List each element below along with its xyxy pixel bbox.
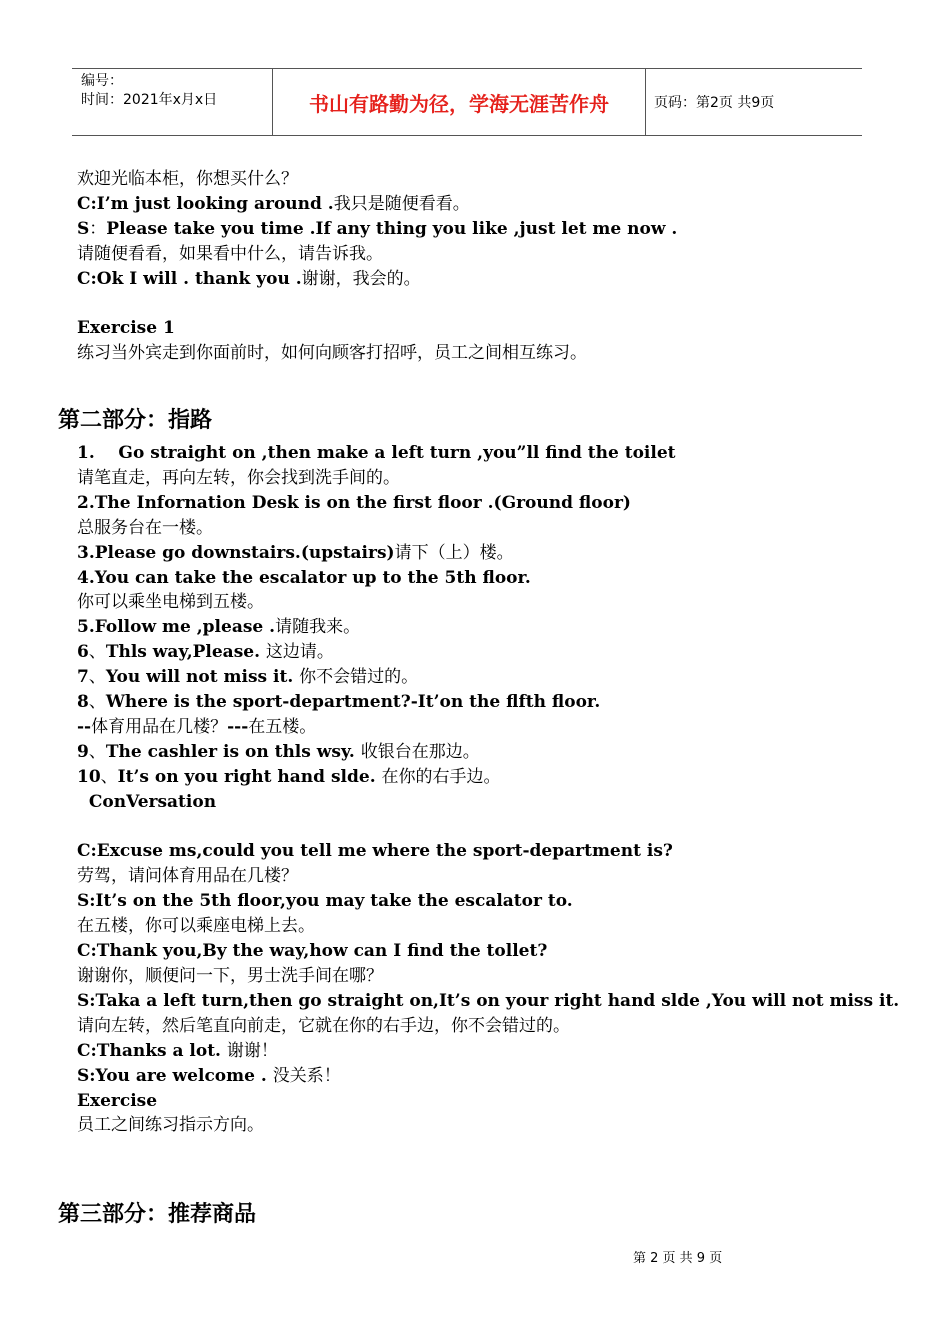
text-line: 总服务台在一楼。 [77, 517, 213, 538]
text-line: 员工之间练习指示方向。 [77, 1115, 264, 1136]
dialogue-greeting [77, 167, 877, 366]
header-motto: 书山有路勤为径，学海无涯苦作舟 [272, 69, 646, 135]
text-line: 练习当外宾走到你面前时，如何向顾客打招呼，员工之间相互练习。 [77, 343, 587, 364]
text-line: C:Ok I will . thank you .谢谢，我会的。 [77, 268, 421, 289]
text-line: 8、Where is the sport-department?-It’on the flfth floor. [77, 692, 601, 713]
text-line: 请向左转，然后笔直向前走，它就在你的右手边，你不会错过的。 [77, 1015, 570, 1036]
text-line: 你可以乘坐电梯到五楼。 [77, 592, 264, 613]
text-line: 在五楼，你可以乘座电梯上去。 [77, 916, 315, 937]
text-line: 2.The Infornation Desk is on the first floor .(Ground floor) [77, 492, 631, 513]
text-line: ConVersation [77, 791, 217, 812]
time-label: 时间：2021年x月x日 [81, 92, 218, 108]
text-line: S：Please take you time .If any thing you like ,just let me now . [77, 218, 678, 239]
text-line: 1. Go straight on ,then make a left turn ,you”ll find the toilet [77, 443, 676, 463]
text-line: 9、The cashler is on thls wsy. 收银台在那边。 [77, 741, 480, 762]
text-line: C:I’m just looking around .我只是随便看看。 [77, 193, 470, 214]
text-line: 10、It’s on you right hand slde. 在你的右手边。 [77, 766, 501, 787]
text-line [77, 292, 877, 317]
text-line: 请笔直走，再向左转，你会找到洗手间的。 [77, 467, 400, 488]
directions-block [77, 441, 900, 1138]
text-line: --体育用品在几楼？---在五楼。 [77, 716, 317, 737]
text-line: Exercise [77, 1090, 158, 1111]
text-line: S:Taka a left turn,then go straight on,It’s on your right hand slde ,You will not miss it. [77, 990, 900, 1011]
page-header [72, 68, 862, 136]
text-line: C:Thank you,By the way,how can I find the tollet? [77, 941, 548, 962]
section3-title: 第三部分：推荐商品 [58, 1202, 257, 1227]
text-line: 6、Thls way,Please. 这边请。 [77, 642, 334, 663]
text-line: S:It’s on the 5th floor,you may take the escalator to. [77, 891, 573, 912]
text-line: Exercise 1 [77, 318, 175, 339]
section2-title: 第二部分：指路 [58, 408, 213, 433]
text-line: 4.You can take the escalator up to the 5th floor. [77, 567, 531, 588]
text-line: C:Thanks a lot. 谢谢！ [77, 1040, 278, 1061]
text-line: 谢谢你，顺便问一下，男士洗手间在哪？ [77, 966, 383, 987]
header-page-code: 页码：第2页 共9页 [654, 95, 775, 111]
page-footer: 第 2 页 共 9 页 [633, 1251, 723, 1266]
text-line: C:Excuse ms,could you tell me where the sport-department is? [77, 841, 673, 862]
text-line: 请随便看看，如果看中什么，请告诉我。 [77, 243, 383, 264]
text-line: 欢迎光临本柜，你想买什么？ [77, 169, 298, 189]
text-line: S:You are welcome . 没关系！ [77, 1065, 341, 1086]
text-line [77, 815, 877, 840]
text-line: 劳驾，请问体育用品在几楼？ [77, 866, 298, 887]
header-meta [72, 69, 272, 135]
text-line: 5.Follow me ,please .请随我来。 [77, 617, 361, 638]
text-line: 7、You will not miss it. 你不会错过的。 [77, 667, 419, 688]
text-line: 3.Please go downstairs.(upstairs)请下（上）楼。 [77, 542, 514, 563]
number-label: 编号： [81, 73, 123, 89]
